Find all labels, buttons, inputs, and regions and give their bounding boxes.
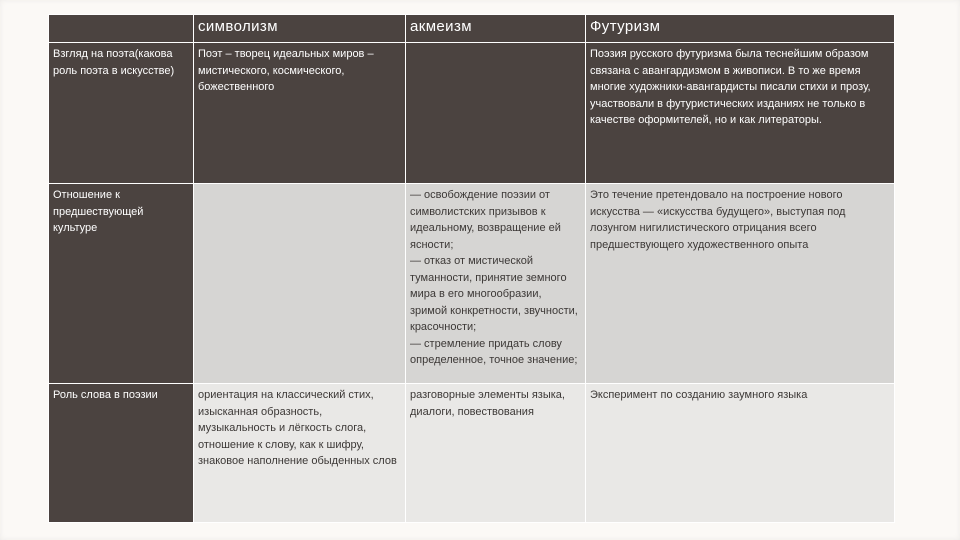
cell-acmeism-attitude-culture <box>406 184 586 384</box>
row-label-attitude-culture: Отношение к предшествующей культуре <box>49 184 194 384</box>
cell-futurism-attitude-culture: Это течение претендовало на построение нового искусства — «искусства будущего», выступая под лозунгом нигилистического отрицания всего предшествующего художественного опыта <box>586 184 895 384</box>
header-row <box>49 15 895 43</box>
cell-symbolism-word-role: ориентация на классический стих, изысканная образность, музыкальность и лёгкость слога, отношение к слову, как к шифру, знаковое наполнение обыденных слов <box>194 384 406 523</box>
table-row <box>49 184 895 384</box>
table-row <box>49 43 895 184</box>
cell-acmeism-word-role: разговорные элементы языка, диалоги, повествования <box>406 384 586 523</box>
header-symbolism: символизм <box>194 15 406 43</box>
header-corner <box>49 15 194 43</box>
table-row <box>49 384 895 523</box>
cell-acmeism-poet-view <box>406 43 586 184</box>
row-label-word-role: Роль слова в поэзии <box>49 384 194 523</box>
cell-symbolism-poet-view: Поэт – творец идеальных миров – мистического, космического, божественного <box>194 43 406 184</box>
row-label-poet-view: Взгляд на поэта(какова роль поэта в искусстве) <box>49 43 194 184</box>
cell-symbolism-attitude-culture <box>194 184 406 384</box>
cell-futurism-poet-view: Поэзия русского футуризма была теснейшим образом связана с авангардизмом в живописи. В то же время многие художники-авангардисты писали стихи и прозу, участвовали в футуристических изданиях не только в качестве оформителей, но и как литераторы. <box>586 43 895 184</box>
cell-futurism-word-role: Эксперимент по созданию заумного языка <box>586 384 895 523</box>
cell-text: — освобождение поэзии от символистских призывов к идеальному, возвращение ей ясности; — отказ от мистической туманности, принятие земного мира в его многообразии, зримой конкретности, звучности, красочности; — стремление придать слову определенное, точное значение; <box>410 189 578 366</box>
comparison-table <box>48 14 895 523</box>
header-futurism: Футуризм <box>586 15 895 43</box>
header-acmeism: акмеизм <box>406 15 586 43</box>
